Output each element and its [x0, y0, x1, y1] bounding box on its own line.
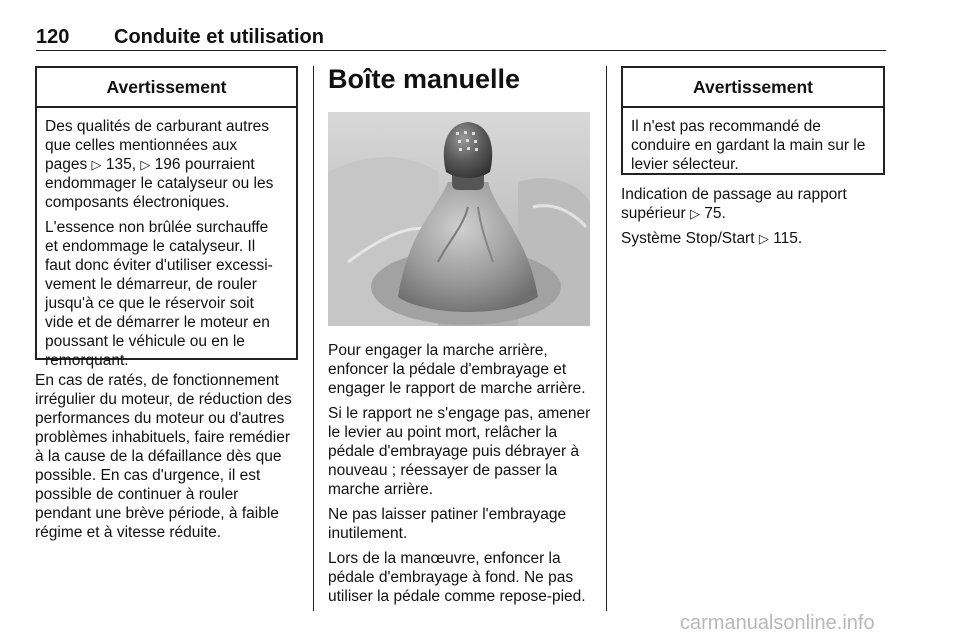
warning-body	[37, 108, 296, 370]
warning-box-right	[621, 66, 885, 175]
text-line: pédale d'embrayage à fond. Ne pas	[328, 569, 574, 586]
text-line: et endommage le catalyseur. Il	[45, 238, 256, 255]
column-divider-left	[313, 66, 314, 611]
text-line: pédale d'embrayage puis débrayer à	[328, 443, 580, 460]
ref-prefix: pages	[45, 156, 88, 173]
text-line: vide et de démarrer le moteur en	[45, 314, 270, 331]
text-line: utiliser la pédale comme repose-pied.	[328, 588, 586, 605]
page-header	[36, 26, 886, 50]
warning-box-left	[35, 66, 298, 369]
header-rule	[36, 50, 886, 51]
watermark: carmanualsonline.info	[680, 612, 875, 634]
ref-prefix: supérieur	[621, 205, 686, 222]
middle-column-text	[328, 341, 598, 612]
clutch-paragraph	[328, 505, 598, 543]
text-line: problèmes inhabituels, faire remédier	[35, 429, 291, 446]
text-line: le levier au point mort, relâcher la	[328, 424, 558, 441]
ref-prefix: Système Stop/Start	[621, 230, 755, 247]
text-line: Si le rapport ne s'engage pas, amener	[328, 405, 591, 422]
text-line: enfoncer la pédale d'embrayage et	[328, 361, 567, 378]
text-line: inutilement.	[328, 525, 408, 542]
text-line-with-ref	[621, 204, 891, 223]
page-ref-link[interactable]: 135,	[105, 156, 137, 173]
text-line: vement le démarreur, de rouler	[45, 276, 257, 293]
text-line: L'essence non brûlée surchauffe	[45, 219, 269, 236]
text-line: composants électroniques.	[45, 194, 230, 211]
text-line: que celles mentionnées aux	[45, 137, 238, 154]
text-line: faut donc éviter d'utiliser excessi-	[45, 257, 273, 274]
text-line: endommager le catalyseur ou les	[45, 175, 274, 192]
text-line: marche arrière.	[328, 481, 434, 498]
page-ref-link[interactable]: 75.	[704, 205, 726, 222]
left-column-text	[35, 371, 305, 548]
text-line: Indication de passage au rapport	[621, 186, 847, 203]
text-line: jusqu'à ce que le réservoir soit	[45, 295, 254, 312]
xref-arrow-icon: ▷	[140, 157, 151, 172]
xref-arrow-icon: ▷	[91, 157, 102, 172]
text-line: levier sélecteur.	[631, 156, 739, 173]
text-line: engager le rapport de marche arrière.	[328, 380, 586, 397]
text-line-with-refs	[45, 155, 288, 174]
text-line: conduire en gardant la main sur le	[631, 137, 866, 154]
section-title: Conduite et utilisation	[114, 26, 324, 48]
text-line: remorquant.	[45, 352, 129, 369]
warning-paragraph-2	[45, 218, 288, 370]
text-line: Ne pas laisser patiner l'embrayage	[328, 506, 567, 523]
text-line: possible. En cas d'urgence, il est	[35, 467, 261, 484]
text-line: irrégulier du moteur, de réduction des	[35, 391, 292, 408]
neutral-paragraph	[328, 404, 598, 499]
stop-start-paragraph	[621, 229, 891, 248]
text-line: Lors de la manœuvre, enfoncer la	[328, 550, 561, 567]
shift-indication-paragraph	[621, 185, 891, 223]
text-line: Des qualités de carburant autres	[45, 118, 270, 135]
warning-title: Avertissement	[623, 68, 883, 108]
section-heading: Boîte manuelle	[328, 64, 521, 94]
warning-paragraph-1	[45, 117, 288, 212]
page-number: 120	[36, 26, 70, 48]
misfire-paragraph	[35, 371, 305, 542]
text-line: à la cause de la défaillance dès que	[35, 448, 282, 465]
page-ref-link[interactable]: 115.	[773, 230, 803, 247]
gear-shifter-illustration	[328, 112, 590, 326]
text-line: pendant une brève période, à faible	[35, 505, 279, 522]
text-line: Il n'est pas recommandé de	[631, 118, 821, 135]
column-divider-right	[606, 66, 607, 611]
text-line: possible de continuer à rouler	[35, 486, 239, 503]
warning-title: Avertissement	[37, 68, 296, 108]
warning-body	[623, 108, 883, 174]
text-line: performances du moteur ou d'autres	[35, 410, 285, 427]
text-line: régime et à vitesse réduite.	[35, 524, 222, 541]
text-line: nouveau ; réessayer de passer la	[328, 462, 558, 479]
xref-arrow-icon: ▷	[689, 206, 700, 221]
right-column-text	[621, 185, 891, 254]
page-ref-link[interactable]: 196 pourraient	[154, 156, 255, 173]
warning-paragraph	[631, 117, 875, 174]
text-line: poussant le véhicule ou en le	[45, 333, 245, 350]
text-line: En cas de ratés, de fonctionnement	[35, 372, 279, 389]
text-line: Pour engager la marche arrière,	[328, 342, 548, 359]
pedal-paragraph	[328, 549, 598, 606]
xref-arrow-icon: ▷	[758, 231, 769, 246]
reverse-paragraph	[328, 341, 598, 398]
